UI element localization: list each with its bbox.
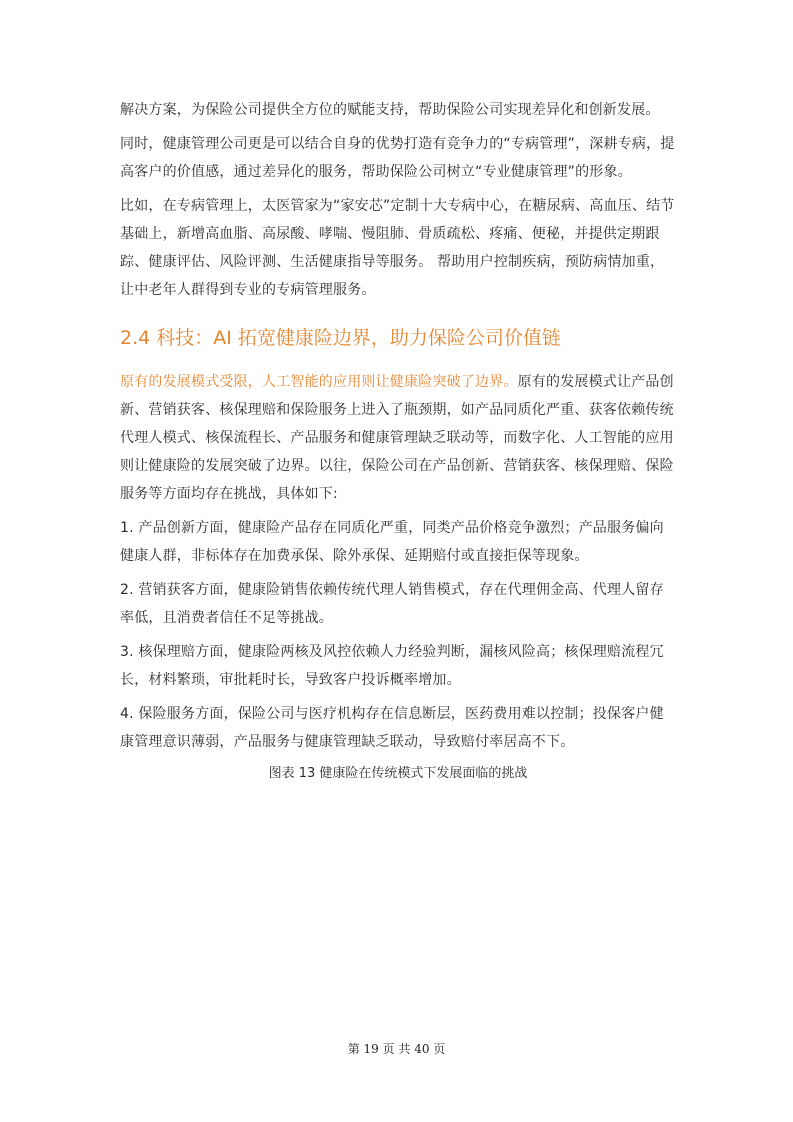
page-footer: 第 19 页 共 40 页 <box>347 1042 446 1056</box>
paragraph: 比如，在专病管理上，太医管家为“家安芯”定制十大专病中心，在糖尿病、高血压、结节基础上，新增高血脂、高尿酸、哮喘、慢阻肺、骨质疏松、疼痛、便秘，并提供定期跟踪、健康评估、风险评测、生活健康指导等服务。 帮助用户控制疾病，预防病情加重，让中老年人群得到专业的专病管理服务。 <box>120 198 675 298</box>
paragraph: 同时，健康管理公司更是可以结合自身的优势打造有竞争力的“专病管理”，深耕专病，提高客户的价值感，通过差异化的服务，帮助保险公司树立“专业健康管理”的形象。 <box>120 136 675 180</box>
paragraph: 解决方案，为保险公司提供全方位的赋能支持，帮助保险公司实现差异化和创新发展。 <box>120 102 660 118</box>
figure-caption: 图表 13 健康险在传统模式下发展面临的挑战 <box>268 766 528 781</box>
section-heading: 2.4 科技：AI 拓宽健康险边界，助力保险公司价值链 <box>120 327 561 349</box>
list-item: 4. 保险服务方面，保险公司与医疗机构存在信息断层，医药费用难以控制；投保客户健康管理意识薄弱，产品服务与健康管理缺乏联动，导致赔付率居高不下。 <box>120 706 664 750</box>
list-item: 3. 核保理赔方面，健康险两核及风控依赖人力经验判断，漏核风险高；核保理赔流程冗长，材料繁琐，审批耗时长，导致客户投诉概率增加。 <box>120 644 664 688</box>
list-item: 1. 产品创新方面，健康险产品存在同质化严重，同类产品价格竞争激烈；产品服务偏向健康人群，非标体存在加费承保、除外承保、延期赔付或直接拒保等现象。 <box>120 520 664 564</box>
section-intro <box>120 368 676 508</box>
intro-highlight: 原有的发展模式受限，人工智能的应用则让健康险突破了边界。 <box>120 374 518 390</box>
intro-text: 原有的发展模式让产品创新、营销获客、核保理赔和保险服务上进入了瓶颈期，如产品同质化严重、获客依赖传统代理人模式、核保流程长、产品服务和健康管理缺乏联动等，而数字化、人工智能的应用则让健康险的发展突破了边界。以往，保险公司在产品创新、营销获客、核保理赔、保险服务等方面均存在挑战，具体如下: <box>120 374 674 502</box>
list-item: 2. 营销获客方面，健康险销售依赖传统代理人销售模式，存在代理佣金高、代理人留存率低，且消费者信任不足等挑战。 <box>120 582 664 626</box>
document-body <box>120 96 676 786</box>
